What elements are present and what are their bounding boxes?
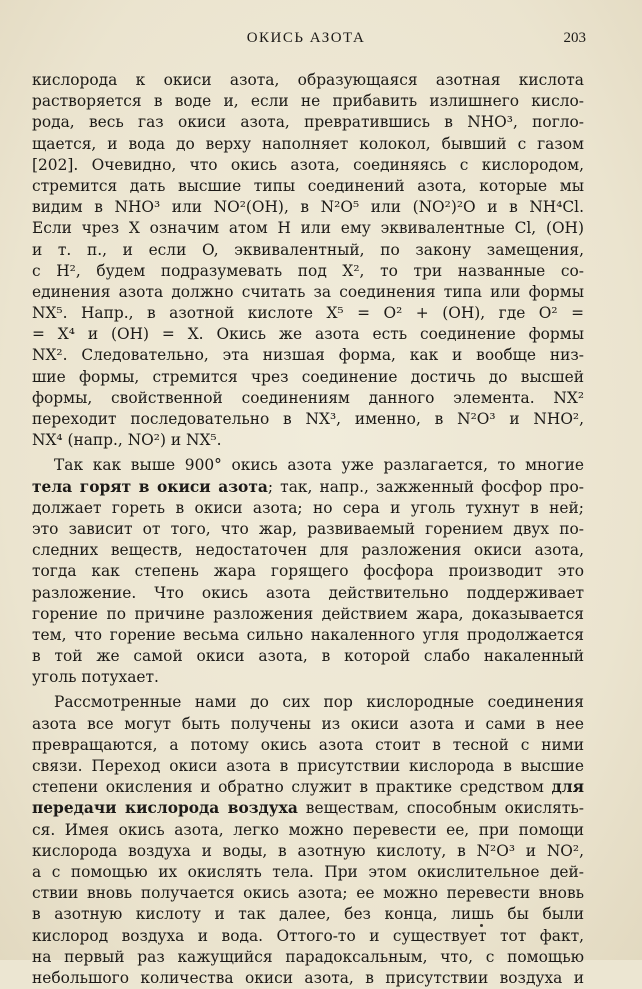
print-speck bbox=[480, 924, 483, 927]
text-line: разложение. Что окись азота действительно поддерживает bbox=[32, 583, 584, 602]
text-line: переходит последовательно в NX³, именно, в N²O³ и NHO², bbox=[32, 410, 584, 428]
text-line: единения азота должно считать за соединения типа или формы bbox=[32, 282, 584, 301]
text-line: горение по причине разложения действием жара, доказывается bbox=[32, 604, 584, 623]
text-line: рода, весь газ окиси азота, превратившись в NHO³, погло- bbox=[32, 113, 584, 132]
text-line: кислород воздуха и вода. Оттого-то и существует тот факт, bbox=[32, 926, 584, 945]
text-line: Если чрез X означим атом H или ему эквивалентные Cl, (OH) bbox=[32, 219, 584, 238]
text-line: [202]. Очевидно, что окись азота, соединяясь с кислородом, bbox=[32, 155, 584, 174]
running-title: ОКИСЬ АЗОТА bbox=[246, 30, 366, 46]
text-line: тогда как степень жара горящего фосфора производит это bbox=[32, 562, 584, 581]
text-line: с H², будем подразумевать под X², то три названные со- bbox=[32, 261, 584, 280]
text-line: NX⁵. Напр., в азотной кислоте X⁵ = O² + (OH), где O² = bbox=[32, 304, 584, 323]
text-line: в той же самой окиси азота, в которой слабо накаленный bbox=[32, 647, 584, 666]
text-line: передачи кислорода воздуха веществам, способным окислять- bbox=[32, 799, 584, 818]
text-line: растворяется в воде и, если не прибавить излишнего кисло- bbox=[32, 92, 584, 111]
text-line: степени окисления и обратно служит в практике средством для bbox=[32, 778, 584, 797]
text-line: тела горят в окиси азота; так, напр., зажженный фосфор про- bbox=[32, 477, 584, 496]
text-line: = X⁴ и (OH) = X. Окись же азота есть соединение формы bbox=[32, 325, 584, 344]
running-head bbox=[0, 30, 642, 54]
text-line: ся. Имея окись азота, легко можно перевести ее, при помощи bbox=[32, 820, 584, 839]
text-line: формы, свойственной соединениям данного элемента. NX² bbox=[32, 388, 584, 407]
page-number: 203 bbox=[563, 30, 586, 46]
text-line: тем, что горение весьма сильно накаленного угля продолжается bbox=[32, 625, 584, 644]
text-line: кислорода воздуха и воды, в азотную кислоту, в N²O³ и NO², bbox=[32, 841, 584, 860]
text-line: должает гореть в окиси азота; но сера и уголь тухнут в ней; bbox=[32, 498, 584, 517]
text-line: уголь потухает. bbox=[32, 668, 159, 687]
text-line: небольшого количества окиси азота, в присутствии воздуха и bbox=[32, 968, 584, 987]
text-line: NX². Следовательно, эта низшая форма, как и вообще низ- bbox=[32, 346, 584, 365]
text-line: это зависит от того, что жар, развиваемый горением двух по- bbox=[32, 519, 584, 538]
text-line: Рассмотренные нами до сих пор кислородные соединения bbox=[54, 693, 584, 712]
text-line: азота все могут быть получены из окиси азота и сами в нее bbox=[32, 714, 584, 733]
text-line: NX⁴ (напр., NO²) и NX⁵. bbox=[32, 431, 222, 450]
text-line: превращаются, а потому окись азота стоит в тесной с ними bbox=[32, 735, 584, 754]
text-line: видим в NHO³ или NO²(OH), в N²O⁵ или (NO²)²O и в NH⁴Cl. bbox=[32, 198, 584, 217]
text-line: а с помощью их окислять тела. При этом окислительное дей- bbox=[32, 862, 584, 881]
text-line: щается, и вода до верху наполняет колокол, бывший с газом bbox=[32, 134, 584, 153]
text-line: на первый раз кажущийся парадоксальным, что, с помощью bbox=[32, 947, 584, 966]
body-text bbox=[32, 70, 584, 989]
text-line: следних веществ, недостаточен для разложения окиси азота, bbox=[32, 541, 584, 560]
text-line: Так как выше 900° окись азота уже разлагается, то многие bbox=[54, 456, 584, 475]
text-line: шие формы, стремится чрез соединение достичь до высшей bbox=[32, 367, 584, 386]
emphasis-text: передачи кислорода воздуха bbox=[32, 799, 298, 818]
emphasis-text: для bbox=[551, 778, 584, 797]
text-line: и т. п., и если O, эквивалентный, по закону замещения, bbox=[32, 240, 584, 259]
text-line: ствии вновь получается окись азота; ее можно перевести вновь bbox=[32, 884, 584, 903]
text-line: связи. Переход окиси азота в присутствии кислорода в высшие bbox=[32, 757, 584, 775]
emphasis-text: тела горят в окиси азота bbox=[32, 477, 268, 496]
text-line: в азотную кислоту и так далее, без конца, лишь бы были bbox=[32, 905, 584, 924]
text-line: кислорода к окиси азота, образующаяся азотная кислота bbox=[32, 71, 584, 89]
text-line: стремится дать высшие типы соединений азота, которые мы bbox=[32, 176, 584, 195]
